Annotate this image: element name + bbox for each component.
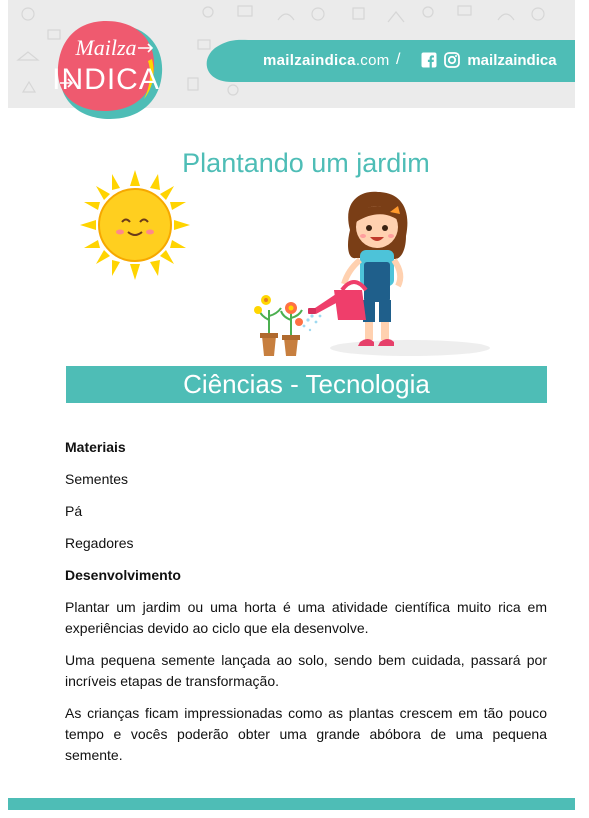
girl-illustration bbox=[344, 192, 407, 346]
paragraph: As crianças ficam impressionadas como as plantas crescem em tão pouco tempo e vocês poderão obter uma grande abóbora de uma pequena semente. bbox=[65, 705, 547, 763]
section-band: Ciências - Tecnologia bbox=[66, 366, 547, 403]
materials-heading: Materiais bbox=[65, 439, 126, 455]
sun-icon bbox=[80, 170, 190, 280]
material-item: Regadores bbox=[65, 535, 134, 551]
site-name: mailzaindica bbox=[263, 52, 356, 69]
flower-pots bbox=[254, 295, 303, 356]
header-separator: / bbox=[396, 51, 401, 68]
content bbox=[65, 437, 547, 766]
mailza-indica-logo[interactable] bbox=[52, 15, 172, 125]
watering-can-icon bbox=[308, 282, 366, 320]
footer-bar bbox=[8, 798, 575, 810]
svg-text:Mailza: Mailza bbox=[75, 35, 137, 60]
facebook-icon[interactable] bbox=[421, 52, 437, 68]
site-link[interactable] bbox=[263, 52, 390, 69]
site-domain: .com bbox=[355, 52, 390, 69]
material-item: Pá bbox=[65, 503, 83, 519]
svg-text:INDICA: INDICA bbox=[52, 63, 160, 96]
material-item: Sementes bbox=[65, 471, 129, 487]
instagram-icon[interactable] bbox=[444, 52, 460, 68]
development-heading: Desenvolvimento bbox=[65, 567, 181, 583]
page-title: Plantando um jardim bbox=[182, 148, 430, 178]
social-handle-label: mailzaindica bbox=[467, 52, 557, 69]
paragraph: Uma pequena semente lançada ao solo, sendo bem cuidada, passará por incríveis etapas de transformação. bbox=[65, 652, 547, 689]
social-handle[interactable] bbox=[421, 52, 557, 69]
paragraph: Plantar um jardim ou uma horta é uma atividade científica muito rica em experiências devido ao ciclo que ela desenvolve. bbox=[65, 599, 547, 636]
garden-illustration bbox=[80, 170, 500, 360]
